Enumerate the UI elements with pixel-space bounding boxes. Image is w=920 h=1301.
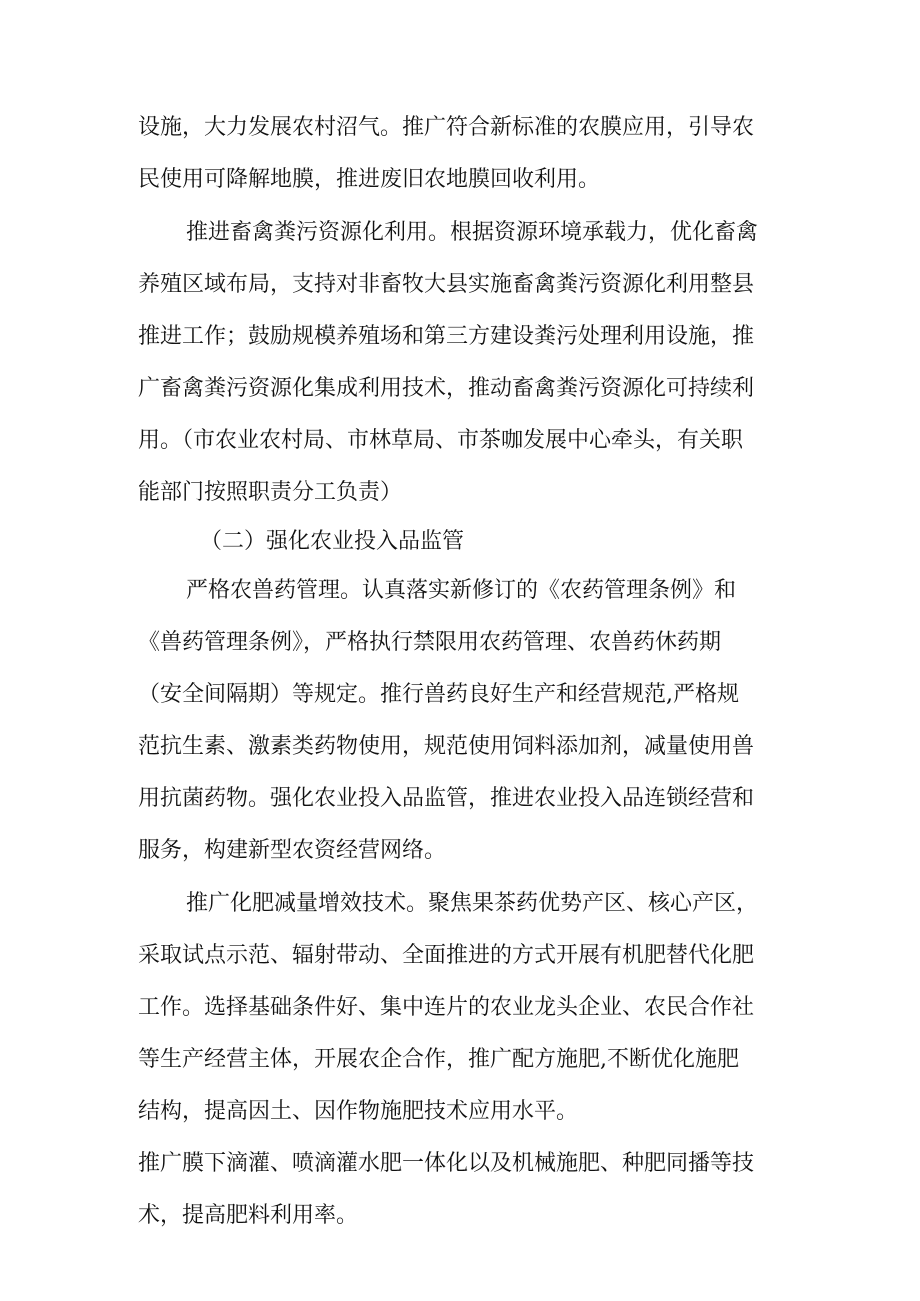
paragraph-line [0,779,920,819]
paragraph-line [0,421,920,461]
line-text: 推进畜禽粪污资源化利用。根据资源环境承载力，优化畜禽 [186,220,759,245]
line-text: 推广膜下滴灌、喷滴灌水肥一体化以及机械施肥、种肥同播等技 [138,1151,755,1176]
paragraph-line [0,369,920,409]
line-text: 民使用可降解地膜，推进废旧农地膜回收利用。 [138,167,601,192]
section-heading-text: （二）强化农业投入品监管 [200,529,465,554]
line-text: 结构，提高因土、因作物施肥技术应用水平。 [138,1099,579,1124]
paragraph-line [0,1040,920,1080]
paragraph-line [0,108,920,148]
paragraph-line [0,727,920,767]
line-text: 范抗生素、激素类药物使用，规范使用饲料添加剂，减量使用兽 [138,734,755,759]
line-text: （安全间隔期）等规定。推行兽药良好生产和经营规范,严格规 [138,682,739,707]
line-text: 广畜禽粪污资源化集成利用技术，推动畜禽粪污资源化可持续利 [138,376,755,401]
line-text: 设施，大力发展农村沼气。推广符合新标准的农膜应用，引导农 [138,115,755,140]
paragraph-line [0,884,920,924]
paragraph-line [0,571,920,611]
paragraph-line [0,831,920,871]
line-text: 等生产经营主体，开展农企合作，推广配方施肥,不断优化施肥 [138,1047,739,1072]
paragraph-line [0,317,920,357]
paragraph-line [0,265,920,305]
line-text: 服务，构建新型农资经营网络。 [138,838,447,863]
paragraph-line [0,1196,920,1236]
line-text: 严格农兽药管理。认真落实新修订的《农药管理条例》和 [186,578,737,603]
line-text: 《兽药管理条例》，严格执行禁限用农药管理、农兽药休药期 [138,630,722,655]
line-text: 用抗菌药物。强化农业投入品监管，推进农业投入品连锁经营和 [138,786,755,811]
line-text: 用。（市农业农村局、市林草局、市茶咖发展中心牵头，有关职 [138,428,744,453]
paragraph-line [0,1092,920,1132]
line-text: 养殖区域布局，支持对非畜牧大县实施畜禽粪污资源化利用整县 [138,272,755,297]
paragraph-line [0,160,920,200]
line-text: 采取试点示范、辐射带动、全面推进的方式开展有机肥替代化肥 [138,943,755,968]
paragraph-line [0,675,920,715]
paragraph-line [0,1144,920,1184]
line-text: 能部门按照职责分工负责） [138,480,403,505]
line-text: 推进工作；鼓励规模养殖场和第三方建设粪污处理利用设施，推 [138,324,755,349]
paragraph-line [0,623,920,663]
line-text: 推广化肥减量增效技术。聚焦果茶药优势产区、核心产区， [186,891,759,916]
section-heading [0,522,920,562]
line-text: 术，提高肥料利用率。 [138,1203,359,1228]
line-text: 工作。选择基础条件好、集中连片的农业龙头企业、农民合作社 [138,995,755,1020]
paragraph-line [0,988,920,1028]
paragraph-line [0,473,920,513]
paragraph-line [0,936,920,976]
paragraph-line [0,213,920,253]
